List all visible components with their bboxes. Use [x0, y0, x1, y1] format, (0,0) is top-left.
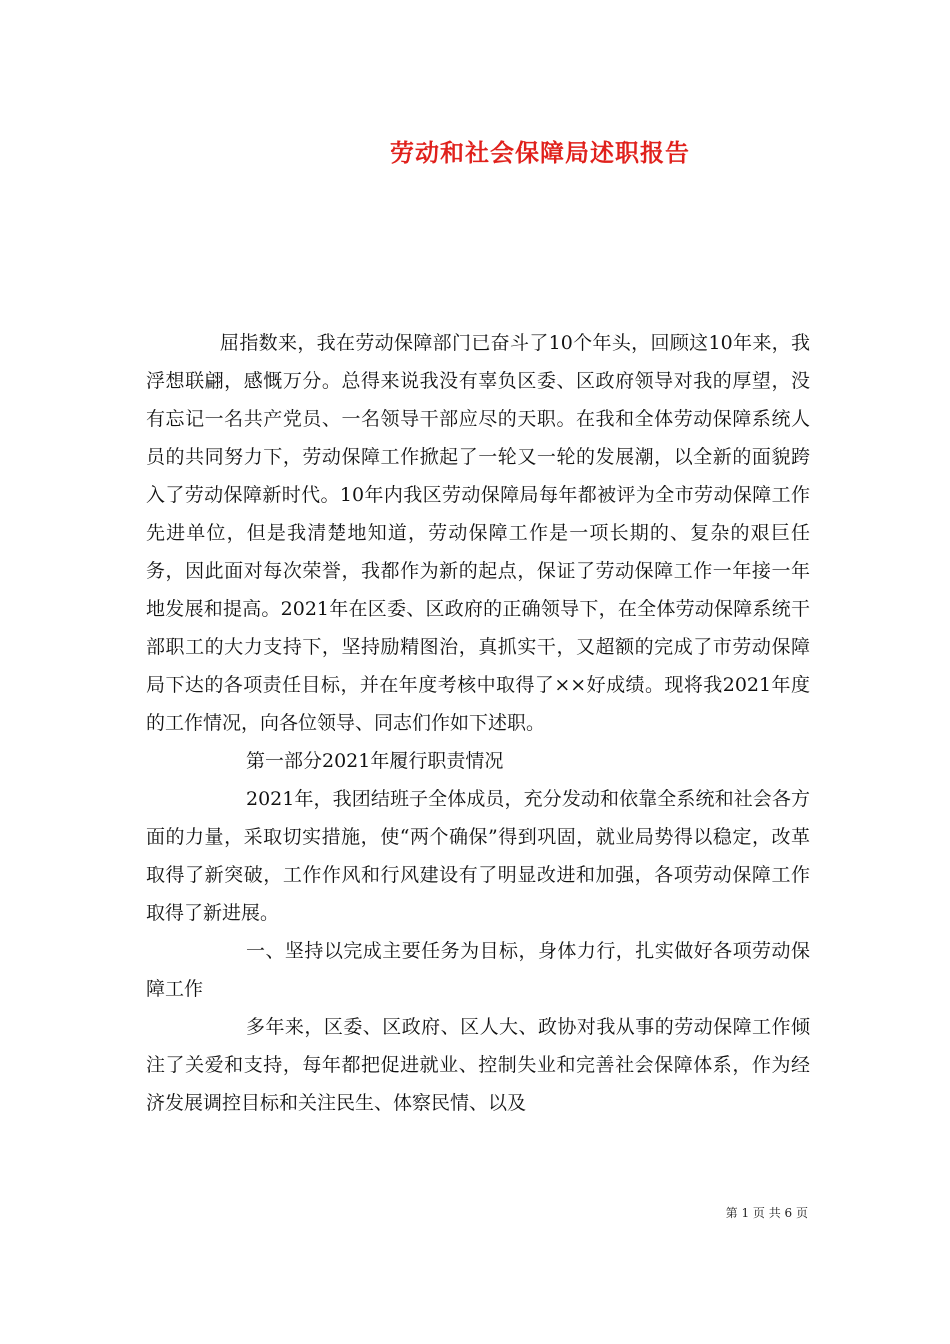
subsection-heading-one: 一、坚持以完成主要任务为目标，身体力行，扎实做好各项劳动保障工作 — [146, 940, 810, 1000]
page-number-footer: 第 1 页 共 6 页 — [725, 1206, 808, 1220]
paragraph-summary: 2021年，我团结班子全体成员，充分发动和依靠全系统和社会各方面的力量，采取切实措施，使“两个确保”得到巩固，就业局势得以稳定，改革取得了新突破，工作作风和行风建设有了明显改进和加强，各项劳动保障工作取得了新进展。 — [146, 788, 810, 924]
paragraph-support: 多年来，区委、区政府、区人大、政协对我从事的劳动保障工作倾注了关爱和支持，每年都把促进就业、控制失业和完善社会保障体系，作为经济发展调控目标和关注民生、体察民情、以及 — [146, 1016, 810, 1114]
paragraph-intro: 屈指数来，我在劳动保障部门已奋斗了10个年头，回顾这10年来，我浮想联翩，感慨万分。总得来说我没有辜负区委、区政府领导对我的厚望，没有忘记一名共产党员、一名领导干部应尽的天职。在我和全体劳动保障系统人员的共同努力下，劳动保障工作掀起了一轮又一轮的发展潮，以全新的面貌跨入了劳动保障新时代。10年内我区劳动保障局每年都被评为全市劳动保障工作先进单位，但是我清楚地知道，劳动保障工作是一项长期的、复杂的艰巨任务，因此面对每次荣誉，我都作为新的起点，保证了劳动保障工作一年接一年地发展和提高。2021年在区委、区政府的正确领导下，在全体劳动保障系统干部职工的大力支持下，坚持励精图治，真抓实干，又超额的完成了市劳动保障局下达的各项责任目标，并在年度考核中取得了××好成绩。现将我2021年度的工作情况，向各位领导、同志们作如下述职。 — [146, 332, 810, 734]
document-title: 劳动和社会保障局述职报告 — [390, 138, 690, 167]
section-heading-part-one: 第一部分2021年履行职责情况 — [246, 750, 504, 772]
document-body — [146, 324, 810, 1122]
